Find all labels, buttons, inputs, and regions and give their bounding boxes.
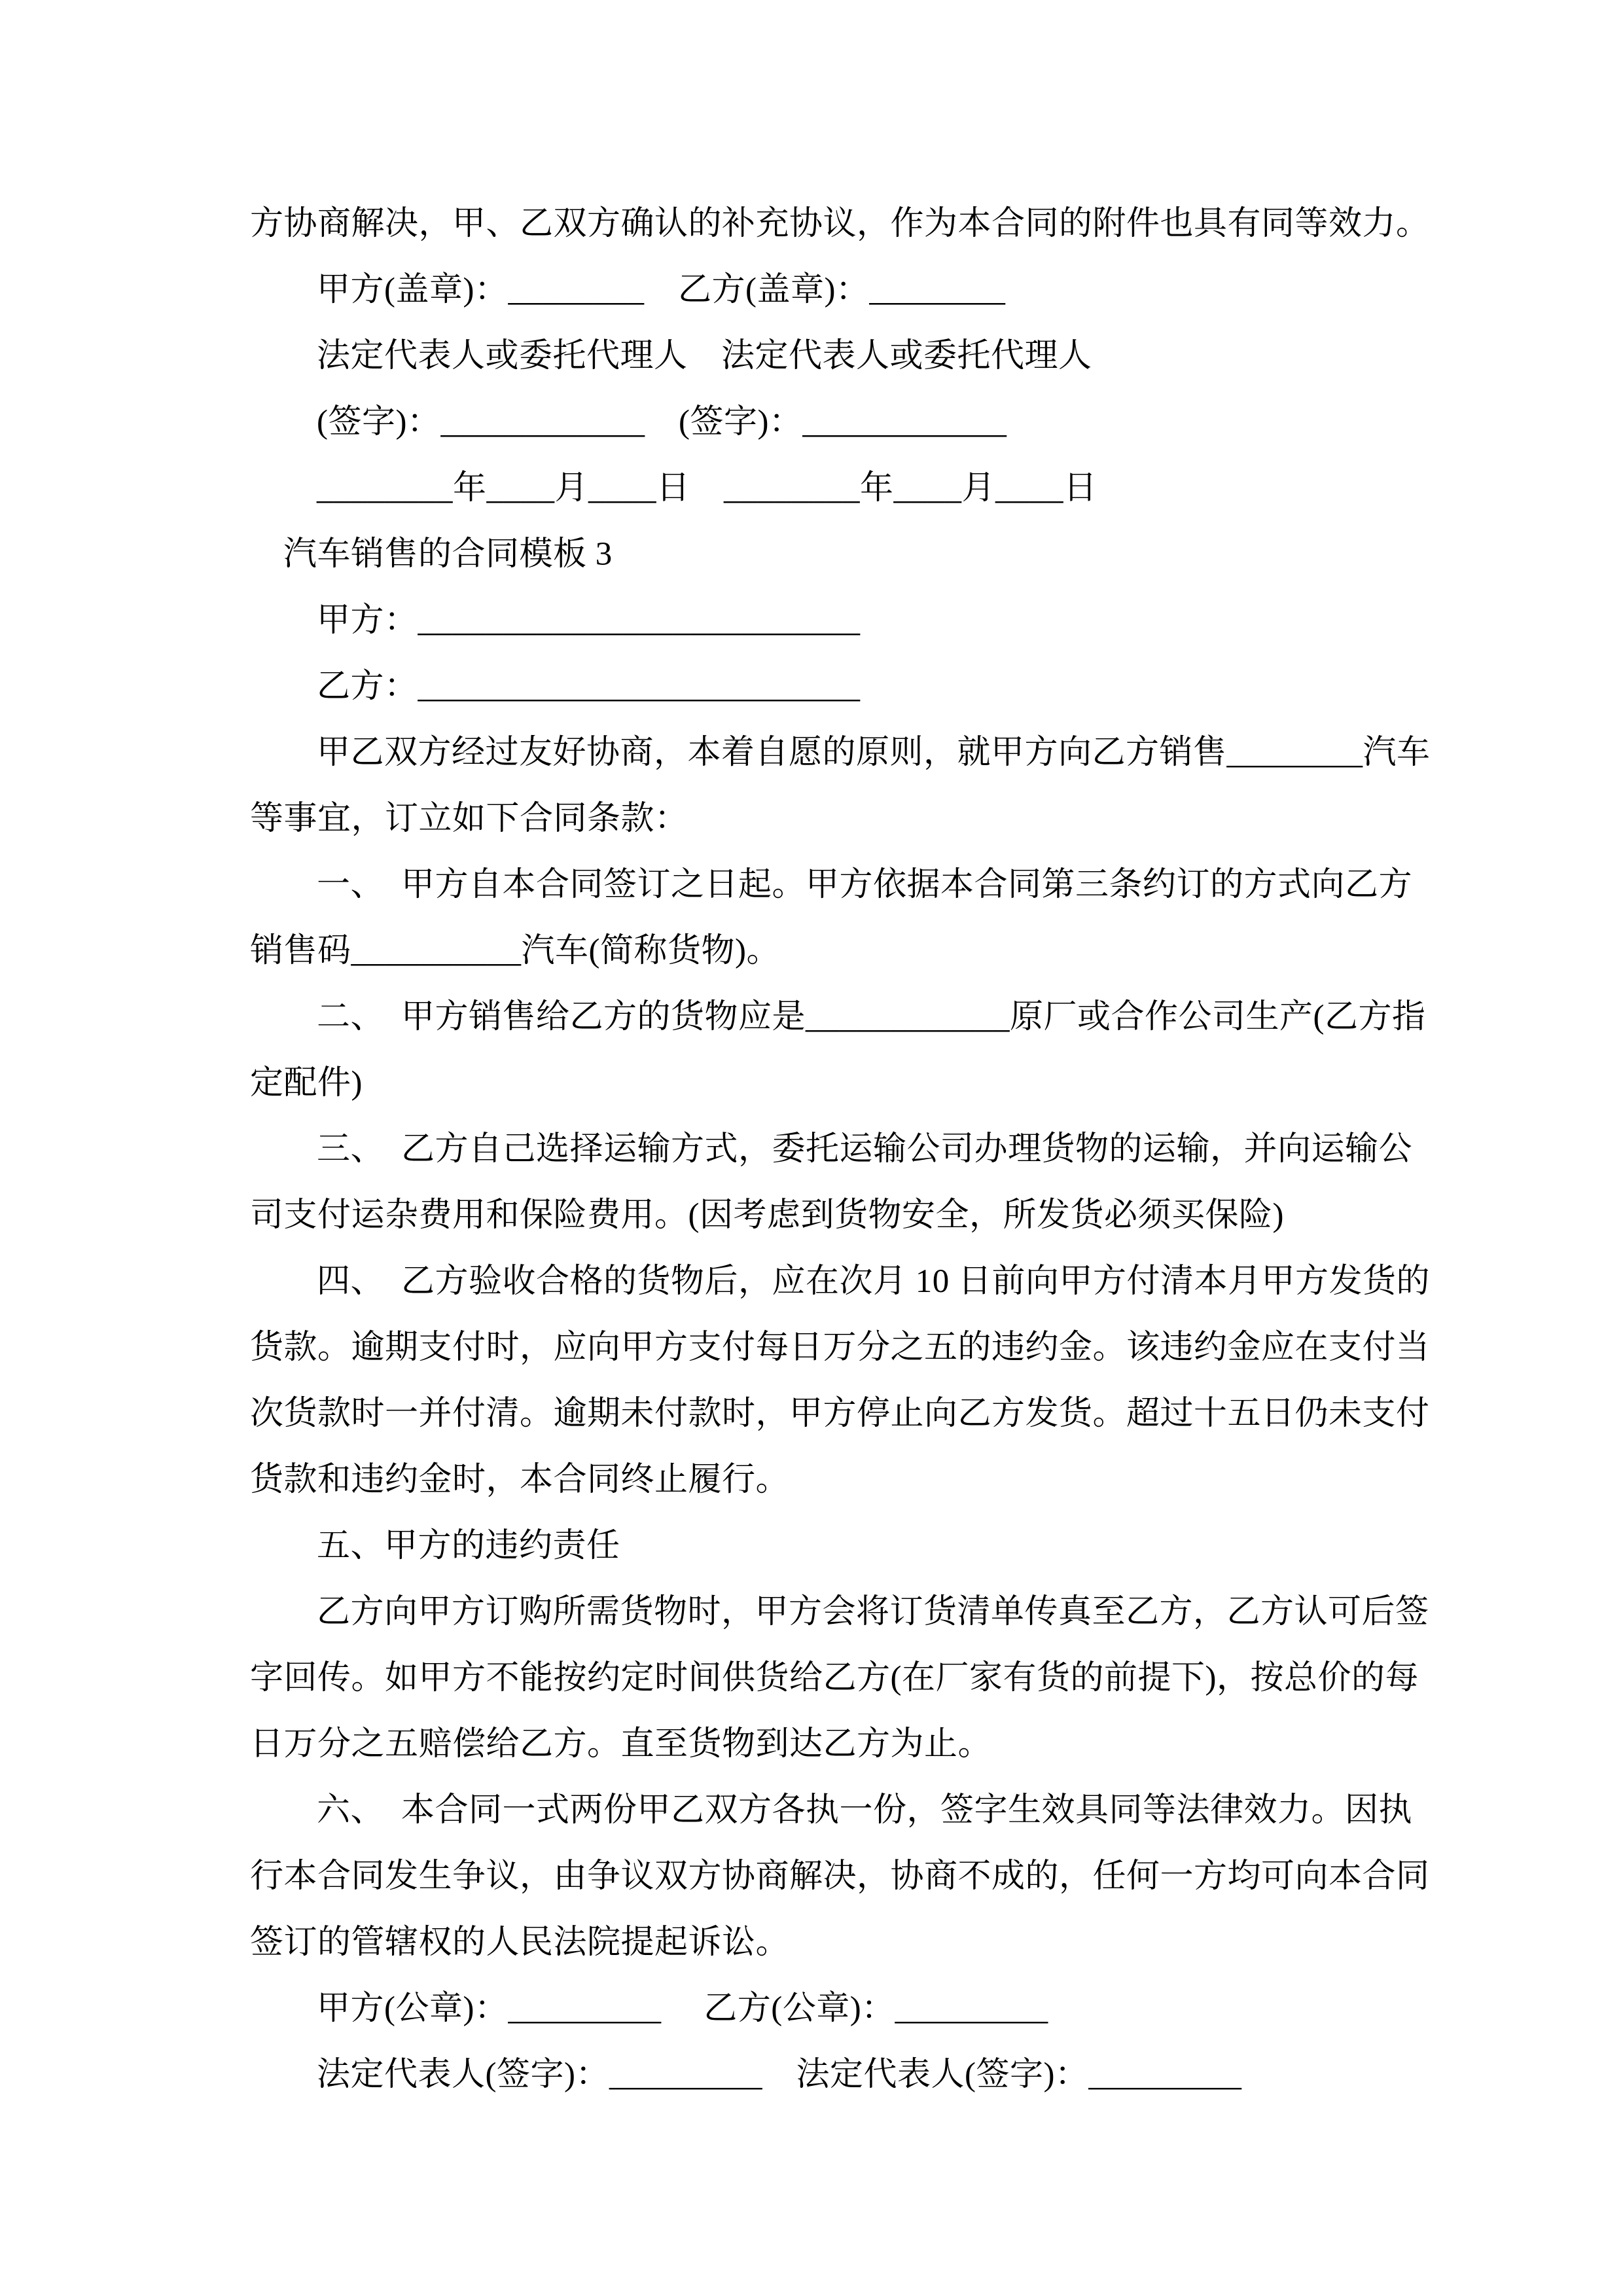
doc-line: 汽车销售的合同模板 3 bbox=[283, 536, 613, 573]
doc-line: 二、 甲方销售给乙方的货物应是____________原厂或合作公司生产(乙方指 bbox=[317, 999, 1426, 1035]
doc-line: 字回传。如甲方不能按约定时间供货给乙方(在厂家有货的前提下)，按总价的每 bbox=[250, 1660, 1419, 1696]
doc-line: ________年____月____日 ________年____月____日 bbox=[317, 470, 1097, 507]
doc-line: 法定代表人(签字)：_________ 法定代表人(签字)：_________ bbox=[317, 2056, 1242, 2093]
doc-line: 法定代表人或委托代理人 法定代表人或委托代理人 bbox=[317, 338, 1092, 374]
doc-line: 方协商解决，甲、乙双方确认的补充协议，作为本合同的附件也具有同等效力。 bbox=[250, 206, 1430, 242]
doc-line: 次货款时一并付清。逾期未付款时，甲方停止向乙方发货。超过十五日仍未支付 bbox=[250, 1395, 1430, 1432]
doc-line: 等事宜，订立如下合同条款： bbox=[250, 800, 688, 837]
doc-line: 六、 本合同一式两份甲乙双方各执一份，签字生效具同等法律效力。因执 bbox=[317, 1792, 1413, 1829]
doc-line: 一、 甲方自本合同签订之日起。甲方依据本合同第三条约订的方式向乙方 bbox=[317, 867, 1413, 903]
doc-line: 甲方(盖章)：________ 乙方(盖章)：________ bbox=[317, 272, 1006, 308]
doc-line: 甲方(公章)：_________ 乙方(公章)：_________ bbox=[317, 1990, 1048, 2027]
doc-line: 司支付运杂费用和保险费用。(因考虑到货物安全，所发货必须买保险) bbox=[250, 1197, 1284, 1234]
doc-line: 三、 乙方自己选择运输方式，委托运输公司办理货物的运输，并向运输公 bbox=[317, 1131, 1413, 1168]
doc-line: 甲方：__________________________ bbox=[317, 602, 861, 639]
doc-line: 四、 乙方验收合格的货物后，应在次月 10 日前向甲方付清本月甲方发货的 bbox=[317, 1263, 1431, 1300]
doc-line: 销售码__________汽车(简称货物)。 bbox=[250, 933, 780, 969]
doc-line: 定配件) bbox=[250, 1065, 363, 1102]
document-content bbox=[250, 191, 1431, 2108]
doc-line: 行本合同发生争议，由争议双方协商解决，协商不成的，任何一方均可向本合同 bbox=[250, 1858, 1430, 1895]
doc-line: (签字)：____________ (签字)：____________ bbox=[317, 404, 1007, 440]
doc-line: 五、甲方的违约责任 bbox=[317, 1528, 620, 1564]
doc-line: 乙方：__________________________ bbox=[317, 668, 861, 705]
doc-line: 乙方向甲方订购所需货物时，甲方会将订货清单传真至乙方，乙方认可后签 bbox=[317, 1594, 1429, 1630]
doc-line: 货款。逾期支付时，应向甲方支付每日万分之五的违约金。该违约金应在支付当 bbox=[250, 1329, 1430, 1366]
doc-line: 日万分之五赔偿给乙方。直至货物到达乙方为止。 bbox=[250, 1726, 992, 1763]
doc-line: 签订的管辖权的人民法院提起诉讼。 bbox=[250, 1924, 790, 1961]
doc-line: 货款和违约金时，本合同终止履行。 bbox=[250, 1462, 790, 1498]
doc-line: 甲乙双方经过友好协商，本着自愿的原则，就甲方向乙方销售________汽车 bbox=[317, 734, 1431, 771]
